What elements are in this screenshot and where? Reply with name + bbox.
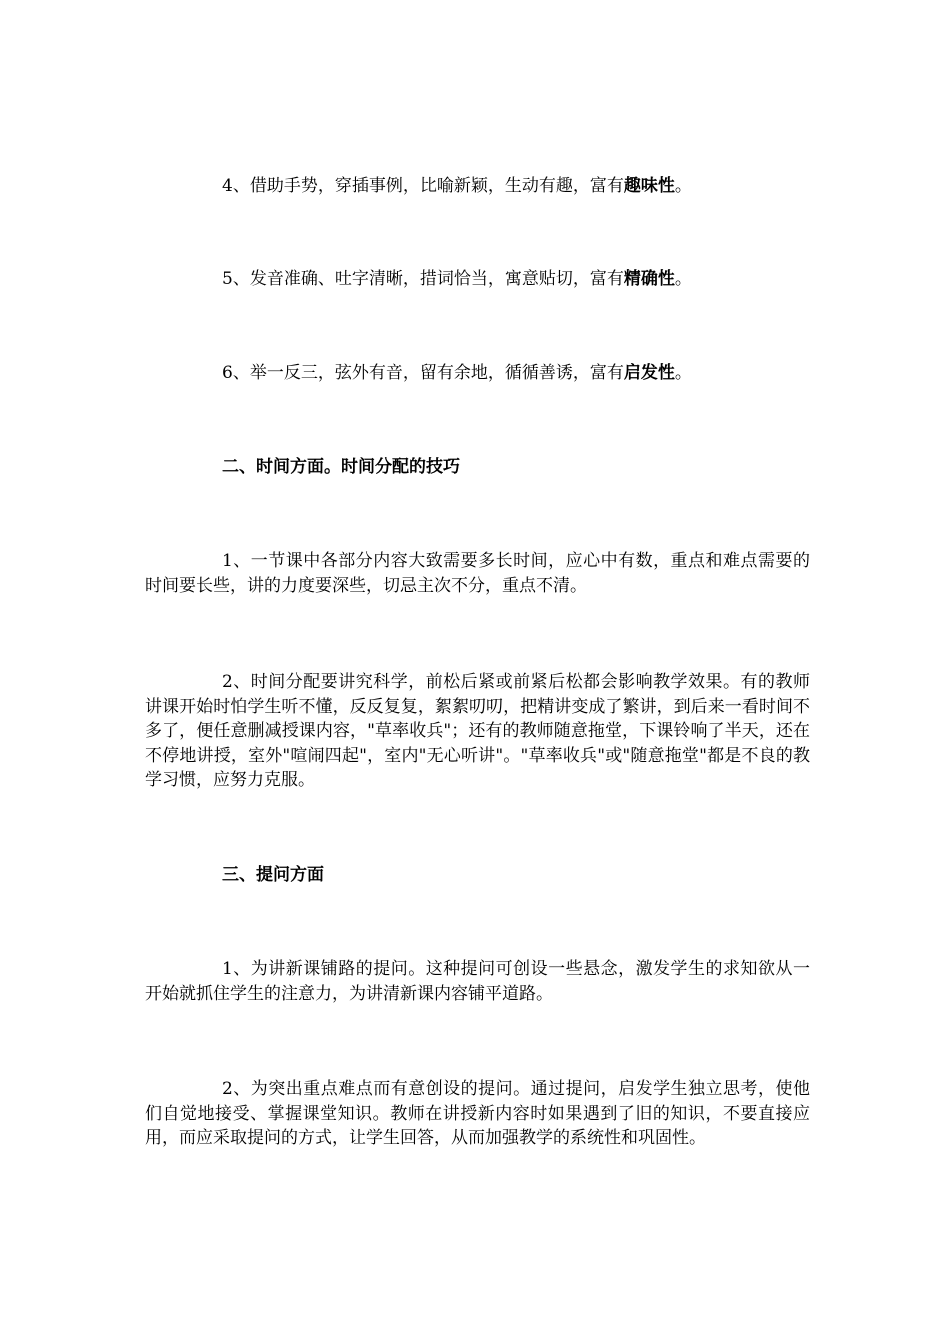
paragraph-questions-1: 1、为讲新课铺路的提问。这种提问可创设一些悬念，激发学生的求知欲从一开始就抓住学生的注意力，为讲清新课内容铺平道路。: [145, 959, 810, 1004]
list-item-text: 6、举一反三，弦外有音，留有余地，循循善诱，富有: [222, 363, 624, 383]
list-item-emphasis: 趣味性: [623, 176, 675, 196]
list-item-suffix: 。: [674, 176, 692, 196]
list-item-emphasis: 精确性: [623, 269, 675, 289]
list-item-4: [222, 174, 692, 198]
list-item-text: 4、借助手势，穿插事例，比喻新颖，生动有趣，富有: [222, 176, 624, 196]
section-heading-questions: 三、提问方面: [222, 865, 324, 885]
list-item-suffix: 。: [674, 269, 692, 289]
list-item-text: 5、发音准确、吐字清晰，措词恰当，寓意贴切，富有: [222, 269, 624, 289]
section-heading-time: 二、时间方面。时间分配的技巧: [222, 457, 460, 477]
list-item-suffix: 。: [674, 363, 692, 383]
list-item-emphasis: 启发性: [623, 363, 675, 383]
list-item-5: [222, 267, 692, 291]
list-item-6: [222, 361, 692, 385]
paragraph-time-2: 2、时间分配要讲究科学，前松后紧或前紧后松都会影响教学效果。有的教师讲课开始时怕学生听不懂，反反复复，絮絮叨叨，把精讲变成了繁讲，到后来一看时间不多了，便任意删减授课内容，"草率收兵"；还有的教师随意拖堂，下课铃响了半天，还在不停地讲授，室外"喧闹四起"，室内"无心听讲"。"草率收兵"或"随意拖堂"都是不良的教学习惯，应努力克服。: [145, 672, 810, 790]
paragraph-time-1: 1、一节课中各部分内容大致需要多长时间，应心中有数，重点和难点需要的时间要长些，讲的力度要深些，切忌主次不分，重点不清。: [145, 551, 810, 596]
paragraph-questions-2: 2、为突出重点难点而有意创设的提问。通过提问，启发学生独立思考，使他们自觉地接受、掌握课堂知识。教师在讲授新内容时如果遇到了旧的知识，不要直接应用，而应采取提问的方式，让学生回答，从而加强教学的系统性和巩固性。: [145, 1079, 810, 1148]
